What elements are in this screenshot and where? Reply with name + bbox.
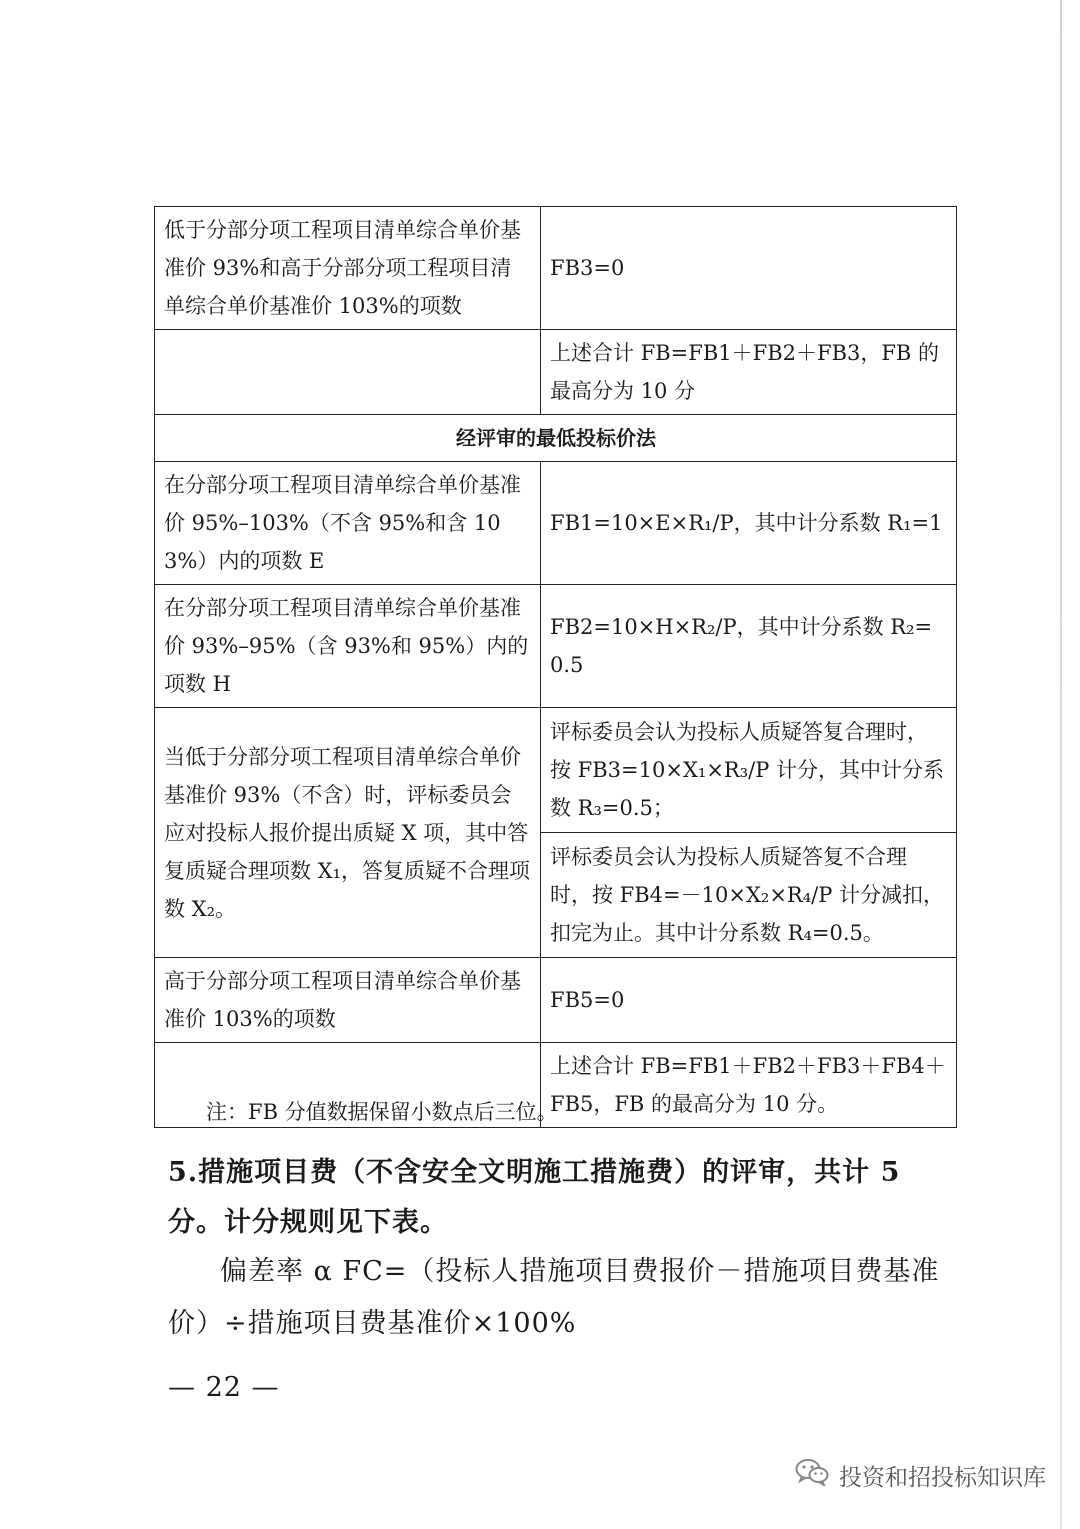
table-row (155, 207, 957, 330)
page-number: — 22 — (168, 1372, 280, 1403)
table-row (155, 585, 957, 708)
watermark-text: 投资和招投标知识库 (839, 1464, 1046, 1491)
table-cell: 低于分部分项工程项目清单综合单价基准价 93%和高于分部分项工程项目清单综合单价基准价 103%的项数 (155, 207, 541, 330)
deviation-formula: 偏差率 α FC=（投标人措施项目费报价－措施项目费基准价）÷措施项目费基准价×100% (168, 1256, 940, 1339)
table-cell: 在分部分项工程项目清单综合单价基准价 93%–95%（含 93%和 95%）内的项数 H (155, 585, 541, 708)
wechat-icon (795, 1458, 829, 1492)
table-note: 注：FB 分值数据保留小数点后三位。 (206, 1100, 558, 1124)
watermark (795, 1458, 1046, 1492)
table-cell: FB3=0 (541, 207, 957, 330)
table-cell: 高于分部分项工程项目清单综合单价基准价 103%的项数 (155, 958, 541, 1043)
table-row (155, 330, 957, 415)
table-cell: FB5=0 (541, 958, 957, 1043)
table-cell: 评标委员会认为投标人质疑答复不合理时，按 FB4=－10×X₂×R₄/P 计分减扣，扣完为止。其中计分系数 R₄=0.5。 (541, 833, 957, 958)
section-row (155, 415, 957, 462)
table-cell: 当低于分部分项工程项目清单综合单价基准价 93%（不含）时，评标委员会应对投标人报价提出质疑 X 项，其中答复质疑合理项数 X₁，答复质疑不合理项数 X₂。 (155, 708, 541, 958)
table-cell: 在分部分项工程项目清单综合单价基准价 95%–103%（不含 95%和含 103%）内的项数 E (155, 462, 541, 585)
table-row (155, 462, 957, 585)
table-cell: 上述合计 FB=FB1＋FB2＋FB3＋FB4＋FB5，FB 的最高分为 10 分。 (541, 1043, 957, 1128)
table-cell: 评标委员会认为投标人质疑答复合理时，按 FB3=10×X₁×R₃/P 计分，其中计分系数 R₃=0.5； (541, 708, 957, 833)
table-row (155, 958, 957, 1043)
table-cell: 上述合计 FB=FB1＋FB2＋FB3，FB 的最高分为 10 分 (541, 330, 957, 415)
page-edge (1060, 0, 1062, 1529)
section-heading: 5.措施项目费（不含安全文明施工措施费）的评审，共计 5 分。计分规则见下表。 (168, 1157, 901, 1238)
table-cell (155, 330, 541, 415)
scoring-table (154, 206, 957, 1128)
table-cell: FB1=10×E×R₁/P，其中计分系数 R₁=1 (541, 462, 957, 585)
table-cell: FB2=10×H×R₂/P，其中计分系数 R₂=0.5 (541, 585, 957, 708)
section-title: 经评审的最低投标价法 (155, 415, 957, 462)
table-row (155, 708, 957, 833)
